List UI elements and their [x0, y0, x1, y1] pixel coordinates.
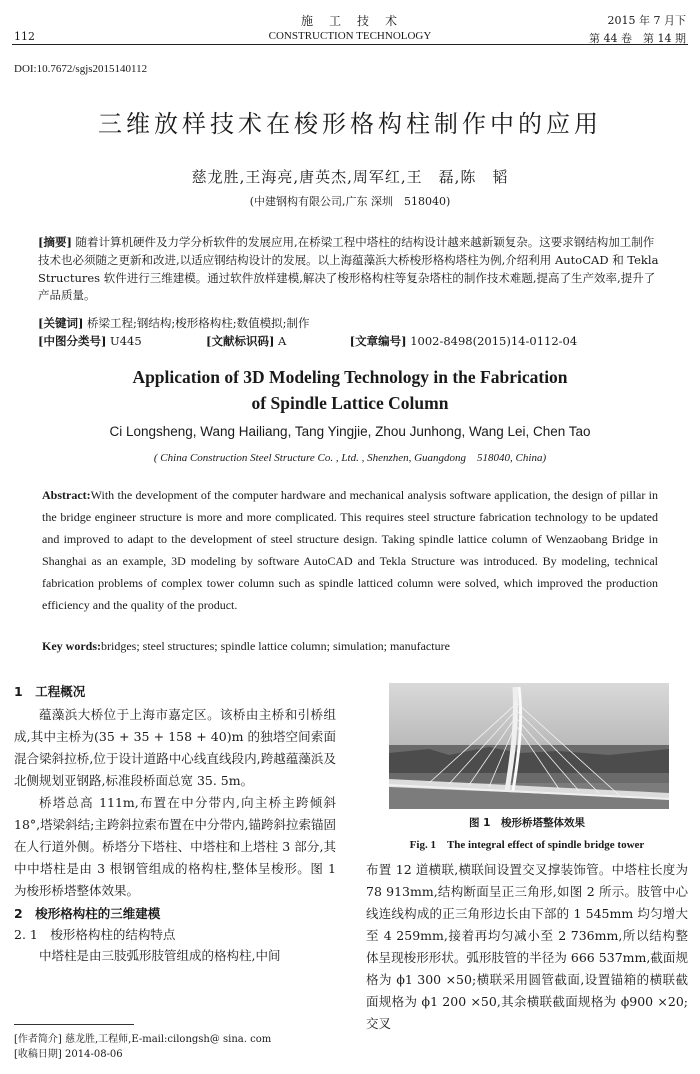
received-label: [收稿日期]: [14, 1049, 62, 1060]
affiliation-en: ( China Construction Steel Structure Co. , Ltd. , Shenzhen, Guangdong 518040, China): [153, 452, 547, 464]
section-2-1-heading: 2. 1 梭形格构柱的结构特点: [14, 927, 176, 942]
keywords-cn-text: 桥梁工程;钢结构;梭形格构柱;数值模拟;制作: [87, 316, 310, 330]
journal-title-cn: 施 工 技 术: [300, 14, 399, 28]
doc-code-value: A: [278, 334, 287, 348]
article-no-group: [346, 334, 577, 348]
received-value: 2014-08-06: [65, 1049, 123, 1060]
page-number: 112: [14, 30, 35, 43]
figure-1-image: [389, 683, 669, 809]
left-column: [14, 682, 336, 967]
clc-group: [38, 333, 206, 351]
right-column-paragraph: 布置 12 道横联,横联间设置交叉撑装饰管。中塔柱长度为 78 913mm,结构断面呈正三角形,如图 2 所示。肢管中心线连线构成的正三角形边长由下部的 1 545mm 均匀增大至 4 259mm,接着再均匀减小至 2 736mm,所以结构整体呈现梭形形状。弧形肢管的半径为 666 537mm,截面规格为 ϕ1 300 ×50;横联采用圆管截面,设置锚箱的横联截面规格为 ϕ1 200 ×50,其余横联截面规格为 ϕ900 ×20;交叉: [366, 862, 688, 1031]
article-no-value: 1002-8498(2015)14-0112-04: [410, 334, 578, 348]
clc-value: U445: [110, 334, 142, 348]
section-1-heading: 1 工程概况: [14, 684, 86, 699]
author-note: [14, 1030, 271, 1045]
abstract-cn-text: 随着计算机硬件及力学分析软件的发展应用,在桥梁工程中塔柱的结构设计越来越新颖复杂。这要求钢结构加工制作技术也必须随之更新和改进,以适应钢结构设计的发展。以上海蕴藻浜大桥梭形格构塔柱为例,介绍利用 AutoCAD 和 Tekla Structures 软件进行三维建模。通过软件放样建模,解决了梭形格构柱等复杂塔柱的制作技术难题,提高了生产效率,提升了产品质量。: [38, 235, 659, 303]
right-column: [366, 859, 688, 1035]
clc-label: [中图分类号]: [38, 334, 107, 348]
footnote-rule: [14, 1024, 134, 1025]
article-no-label: [文章编号]: [349, 334, 407, 348]
keywords-cn: [38, 315, 662, 333]
header-rule: [12, 44, 688, 45]
abstract-cn: [38, 234, 662, 305]
abstract-en-label: Abstract:: [42, 488, 91, 502]
title-en-line2: of Spindle Lattice Column: [251, 393, 449, 413]
abstract-en: [42, 484, 658, 616]
section-1-paragraph-1: 蕴藻浜大桥位于上海市嘉定区。该桥由主桥和引桥组成,其中主桥为(35 + 35 + 158 + 40)m 的独塔空间索面混合梁斜拉桥,位于设计道路中心线直线段内,跨越蕴藻浜及北侧规划亚钢路,标准段桥面总宽 35. 5m。: [14, 707, 336, 788]
doc-code-group: [206, 333, 346, 351]
received-date: [14, 1045, 123, 1060]
classification-row: [38, 333, 662, 351]
figure-1-caption-en: Fig. 1 The integral effect of spindle bridge tower: [409, 839, 645, 851]
doi: DOI:10.7672/sgjs2015140112: [14, 63, 148, 75]
section-2-1-paragraph: 中塔柱是由三肢弧形肢管组成的格构柱,中间: [39, 948, 281, 963]
bridge-photo: [389, 683, 669, 809]
keywords-en-text: bridges; steel structures; spindle lattice column; simulation; manufacture: [101, 639, 450, 653]
author-note-text: 慈龙胜,工程师,E-mail:cilongsh@ sina. com: [65, 1034, 272, 1045]
authors-en: Ci Longsheng, Wang Hailiang, Tang Yingjie, Zhou Junhong, Wang Lei, Chen Tao: [109, 424, 591, 439]
abstract-cn-label: [摘要]: [38, 235, 72, 249]
keywords-en-label: Key words:: [42, 639, 101, 653]
keywords-cn-label: [关键词]: [38, 316, 84, 330]
page-title: 三维放样技术在梭形格构柱制作中的应用: [98, 110, 602, 138]
title-en-line1: Application of 3D Modeling Technology in the Fabrication: [132, 367, 568, 387]
keywords-en: [42, 639, 658, 654]
figure-1-caption-cn: 图 1 梭形桥塔整体效果: [469, 817, 585, 829]
section-2-heading: 2 梭形格构柱的三维建模: [14, 906, 161, 921]
journal-title-en: CONSTRUCTION TECHNOLOGY: [268, 30, 432, 42]
doc-code-label: [文献标识码]: [206, 334, 275, 348]
authors-cn: 慈龙胜,王海亮,唐英杰,周军红,王 磊,陈 韬: [191, 168, 509, 186]
title-en: [60, 364, 640, 416]
issue-date: 2015 年 7 月下: [607, 14, 686, 27]
issue-volume: 第 44 卷 第 14 期: [589, 32, 686, 45]
affiliation-cn: (中建钢构有限公司,广东 深圳 518040): [249, 195, 451, 208]
author-note-label: [作者简介]: [14, 1034, 62, 1045]
abstract-en-text: With the development of the computer hardware and mechanical analysis software application, the design of pillar in the bridge engineer structure is more and more complicated. This requires steel structure fabrication technology to be updated and improved to adapt to the development of steel structure design. Taking spindle lattice column of Wenzaobang Bridge in Shanghai as an example, 3D modeling by software AutoCAD and Tekla Structure was introduced. By modeling, technical fabrication problems of complex tower column such as spindle latticed column were solved, which improved the production efficiency and the quality of the product.: [42, 488, 658, 612]
section-1-paragraph-2: 桥塔总高 111m,布置在中分带内,向主桥主跨倾斜 18°,塔梁斜结;主跨斜拉索布置在中分带内,锚跨斜拉索锚固在人行道外侧。桥塔分下塔柱、中塔柱和上塔柱 3 部分,其中中塔柱是由 3 根钢管组成的格构柱,整体呈梭形。图 1 为梭形桥塔整体效果。: [14, 795, 336, 898]
